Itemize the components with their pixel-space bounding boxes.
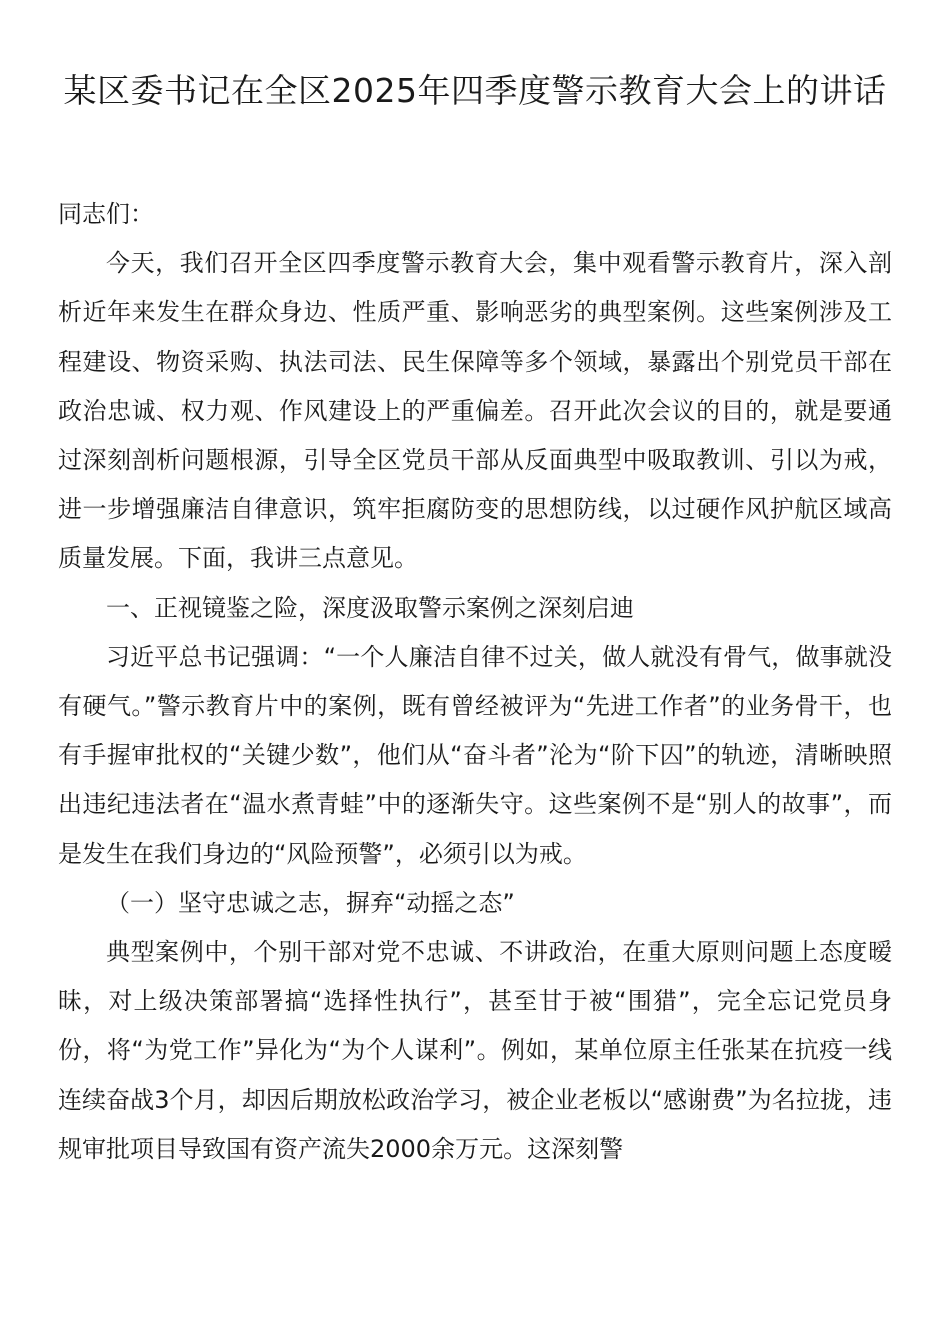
document-title: 某区委书记在全区2025年四季度警示教育大会上的讲话 bbox=[63, 71, 887, 110]
document-body bbox=[58, 190, 892, 1174]
salutation: 同志们： bbox=[58, 200, 154, 228]
paragraph-section-1: 习近平总书记强调：“一个人廉洁自律不过关，做人就没有骨气，做事就没有硬气。”警示教育片中的案例，既有曾经被评为“先进工作者”的业务骨干，也有手握审批权的“关键少数”，他们从“奋斗者”沦为“阶下囚”的轨迹，清晰映照出违纪违法者在“温水煮青蛙”中的逐渐失守。这些案例不是“别人的故事”，而是发生在我们身边的“风险预警”，必须引以为戒。 bbox=[58, 642, 892, 868]
subsection-heading-1: （一）坚守忠诚之志，摒弃“动摇之态” bbox=[106, 888, 515, 917]
paragraph-intro: 今天，我们召开全区四季度警示教育大会，集中观看警示教育片，深入剖析近年来发生在群众身边、性质严重、影响恶劣的典型案例。这些案例涉及工程建设、物资采购、执法司法、民生保障等多个领域，暴露出个别党员干部在政治忠诚、权力观、作风建设上的严重偏差。召开此次会议的目的，就是要通过深刻剖析问题根源，引导全区党员干部从反面典型中吸取教训、引以为戒，进一步增强廉洁自律意识，筑牢拒腐防变的思想防线，以过硬作风护航区域高质量发展。下面，我讲三点意见。 bbox=[58, 249, 892, 573]
section-heading-1: 一、正视镜鉴之险，深度汲取警示案例之深刻启迪 bbox=[106, 593, 634, 622]
paragraph-subsection-1: 典型案例中，个别干部对党不忠诚、不讲政治，在重大原则问题上态度暧昧，对上级决策部署搞“选择性执行”，甚至甘于被“围猎”，完全忘记党员身份，将“为党工作”异化为“为个人谋利”。例如，某单位原主任张某在抗疫一线连续奋战3个月，却因后期放松政治学习，被企业老板以“感谢费”为名拉拢，违规审批项目导致国有资产流失2000余万元。这深刻警 bbox=[58, 938, 892, 1163]
